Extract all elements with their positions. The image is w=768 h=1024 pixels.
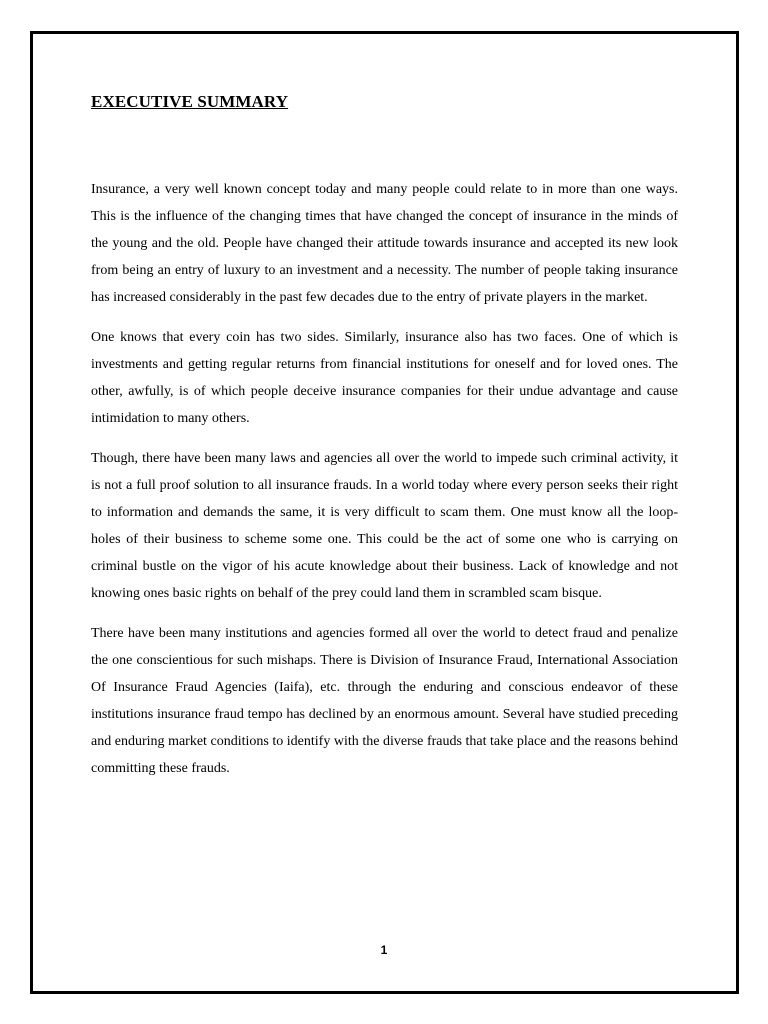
paragraph: One knows that every coin has two sides. Similarly, insurance also has two faces. One of which is investments and getting regular returns from financial institutions for oneself and for loved ones. The other, awfully, is of which people deceive insurance companies for their undue advantage and cause intimidation to many others. [91,330,678,426]
page-number: 1 [380,943,388,957]
document-body [91,176,678,795]
paragraph: Insurance, a very well known concept today and many people could relate to in more than one ways. This is the influence of the changing times that have changed the concept of insurance in the minds of the young and the old. People have changed their attitude towards insurance and accepted its new look from being an entry of luxury to an investment and a necessity. The number of people taking insurance has increased considerably in the past few decades due to the entry of private players in the market. [91,182,678,305]
paragraph: There have been many institutions and agencies formed all over the world to detect fraud and penalize the one conscientious for such mishaps. There is Division of Insurance Fraud, International Association Of Insurance Fraud Agencies (Iaifa), etc. through the enduring and conscious endeavor of these institutions insurance fraud tempo has declined by an enormous amount. Several have studied preceding and enduring market conditions to identify with the diverse frauds that take place and the reasons behind committing these frauds. [91,626,678,776]
page-title: EXECUTIVE SUMMARY [91,92,289,111]
paragraph: Though, there have been many laws and agencies all over the world to impede such criminal activity, it is not a full proof solution to all insurance frauds. In a world today where every person seeks their right to information and demands the same, it is very difficult to scam them. One must know all the loop-holes of their business to scheme some one. This could be the act of some one who is carrying on criminal bustle on the vigor of his acute knowledge about their business. Lack of knowledge and not knowing ones basic rights on behalf of the prey could land them in scrambled scam bisque. [91,451,678,601]
